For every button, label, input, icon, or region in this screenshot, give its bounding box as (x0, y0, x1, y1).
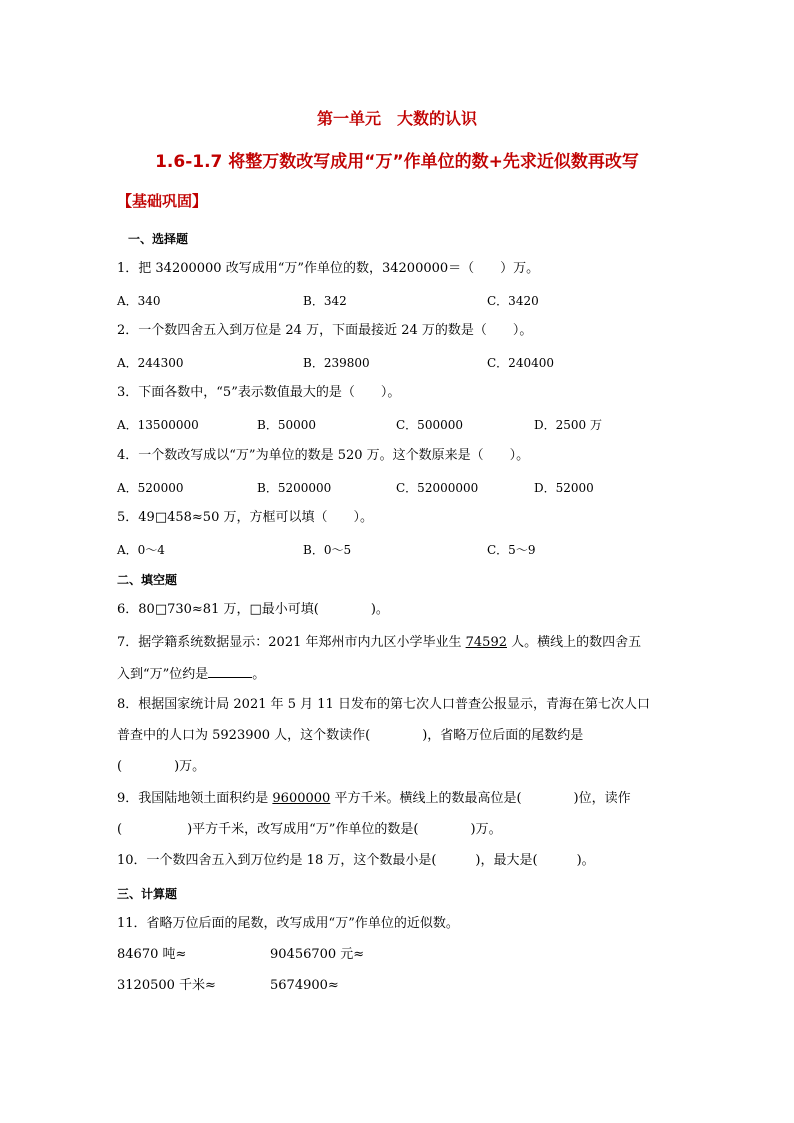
question-1: 1．把 34200000 改写成用“万”作单位的数，34200000＝（ ）万。 (117, 261, 540, 276)
q3-option-d: D．2500 万 (534, 418, 602, 432)
question-9-line-2: ( )平方千米，改写成用“万”作单位的数是( )万。 (117, 822, 502, 837)
question-8-line-3: ( )万。 (117, 759, 206, 774)
question-2: 2．一个数四舍五入到万位是 24 万，下面最接近 24 万的数是（ ）。 (117, 323, 533, 338)
question-9-line-1 (117, 790, 631, 808)
q7-text-post: 人。横线上的数四舍五 (506, 635, 642, 650)
q9-text-post: 平方千米。横线上的数最高位是( )位，读作 (330, 791, 631, 806)
q11-item-3: 3120500 千米≈ (117, 978, 216, 993)
question-5: 5．49□458≈50 万，方框可以填（ ）。 (117, 510, 373, 525)
q7-text-line-2: 入到“万”位约是 (117, 667, 209, 682)
q1-option-c: C．3420 (487, 294, 539, 308)
q3-option-b: B．50000 (257, 418, 316, 432)
q11-item-2: 90456700 元≈ (270, 947, 365, 962)
q7-text-end: 。 (252, 667, 266, 682)
question-8-line-1: 8．根据国家统计局 2021 年 5 月 11 日发布的第七次人口普查公报显示，青海在第七次人口 (117, 697, 650, 712)
q2-option-b: B．239800 (303, 356, 370, 370)
q4-option-b: B．5200000 (257, 481, 332, 495)
q4-option-c: C．52000000 (396, 481, 479, 495)
q3-option-c: C．500000 (396, 418, 463, 432)
q11-item-1: 84670 吨≈ (117, 947, 187, 962)
q4-option-a: A．520000 (117, 481, 184, 495)
section-heading-fill: 二、填空题 (117, 573, 178, 587)
q3-option-a: A．13500000 (117, 418, 199, 432)
q2-option-c: C．240400 (487, 356, 554, 370)
q9-text-pre: 9．我国陆地领土面积约是 (117, 791, 273, 806)
lesson-title: 1.6-1.7 将整万数改写成用“万”作单位的数+先求近似数再改写 (155, 152, 639, 172)
q2-option-a: A．244300 (117, 356, 184, 370)
question-8-line-2: 普查中的人口为 5923900 人，这个数读作( )，省略万位后面的尾数约是 (117, 728, 584, 743)
unit-title: 第一单元 大数的认识 (316, 109, 477, 128)
q11-item-4: 5674900≈ (270, 978, 339, 993)
q4-option-d: D．52000 (534, 481, 594, 495)
q5-option-a: A．0～4 (117, 543, 165, 557)
q7-answer-blank[interactable] (208, 665, 252, 678)
q9-underlined-number: 9600000 (272, 791, 331, 806)
q5-option-b: B．0～5 (303, 543, 352, 557)
question-6: 6．80□730≈81 万，□最小可填( )。 (117, 602, 389, 617)
q5-option-c: C．5～9 (487, 543, 536, 557)
q7-underlined-number: 74592 (465, 635, 507, 650)
q1-option-b: B．342 (303, 294, 347, 308)
question-3: 3．下面各数中，“5”表示数值最大的是（ ）。 (117, 385, 401, 400)
question-4: 4．一个数改写成以“万”为单位的数是 520 万。这个数原来是（ ）。 (117, 448, 530, 463)
section-tag: 【基础巩固】 (117, 192, 208, 210)
question-10: 10．一个数四舍五入到万位约是 18 万，这个数最小是( )，最大是( )。 (117, 853, 595, 868)
question-7-line-1 (117, 634, 641, 652)
q1-option-a: A．340 (117, 294, 161, 308)
question-7-line-2 (117, 665, 265, 684)
q7-text-pre: 7．据学籍系统数据显示：2021 年郑州市内九区小学毕业生 (117, 635, 466, 650)
section-heading-calc: 三、计算题 (117, 887, 178, 901)
question-11: 11．省略万位后面的尾数，改写成用“万”作单位的近似数。 (117, 916, 459, 931)
section-heading-choice: 一、选择题 (128, 232, 189, 246)
